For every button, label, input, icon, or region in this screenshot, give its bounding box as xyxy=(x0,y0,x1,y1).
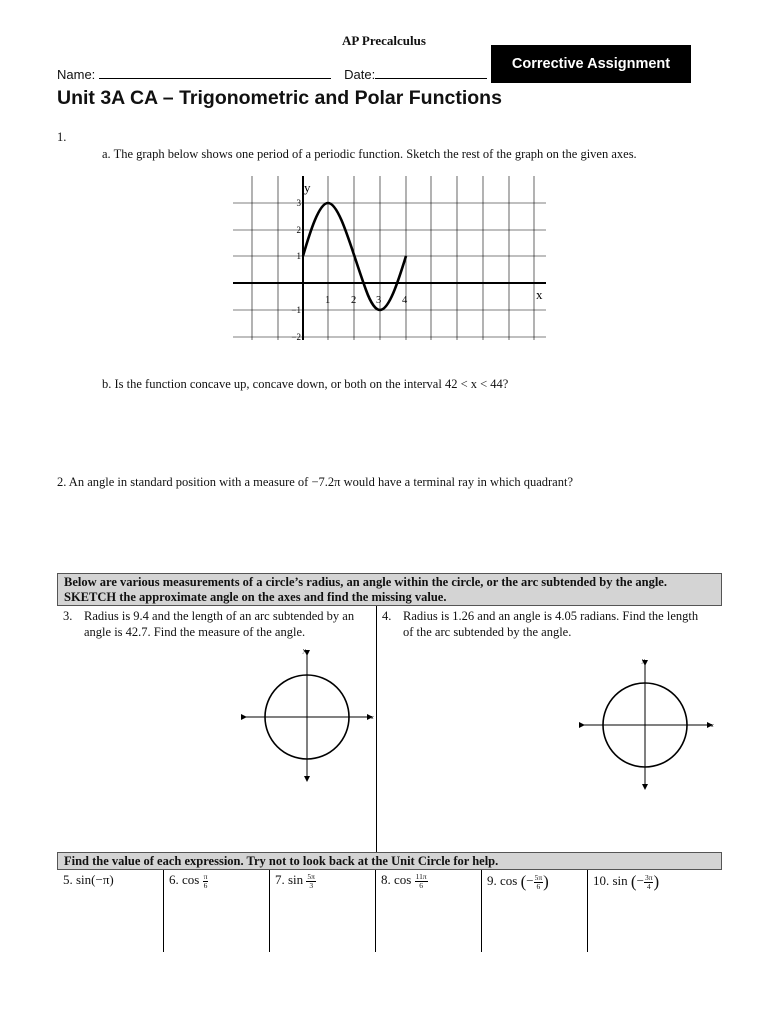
x-tick-1: 1 xyxy=(325,295,331,306)
arc-section-divider xyxy=(376,606,377,852)
name-label: Name: xyxy=(57,67,96,82)
corrective-assignment-badge: Corrective Assignment xyxy=(491,45,691,83)
x-tick-2: 2 xyxy=(351,295,357,306)
item-9-fraction xyxy=(534,874,544,891)
value-item-7 xyxy=(275,872,316,890)
item-8-denominator: 6 xyxy=(419,880,423,890)
page-title: Unit 3A CA – Trigonometric and Polar Functions xyxy=(57,87,502,109)
q3-text: Radius is 9.4 and the length of an arc subtended by an angle is 42.7. Find the measure of the angle. xyxy=(84,609,355,639)
q3-y-label: y xyxy=(303,648,306,654)
item-10-numerator: 3π xyxy=(644,872,653,882)
q1b-text: b. Is the function concave up, concave down, or both on the interval 42 < x < 44? xyxy=(102,377,509,391)
value-item-5 xyxy=(63,872,114,888)
item-6-denominator: 6 xyxy=(203,880,208,890)
q3-number: 3. xyxy=(63,609,73,623)
item-8-numerator: 11π xyxy=(415,871,427,881)
values-divider-5 xyxy=(587,870,588,952)
arc-section-header: Below are various measurements of a circle’s radius, an angle within the circle, or the arc subtended by the angle. SKETCH the approximate angle on the axes and find the missing value. xyxy=(57,573,722,606)
item-6-numerator: π xyxy=(203,871,208,881)
item-9-denominator: 6 xyxy=(536,881,541,891)
name-field[interactable] xyxy=(99,66,331,79)
item-7-fn: sin xyxy=(288,872,304,887)
value-item-8 xyxy=(381,872,428,890)
date-field[interactable] xyxy=(375,66,487,79)
x-axis-label: x xyxy=(536,287,543,302)
grid xyxy=(233,176,546,340)
item-6-fraction xyxy=(203,873,209,890)
item-10-number: 10. xyxy=(593,872,610,888)
y-tick-1: 1 xyxy=(296,251,301,261)
values-divider-4 xyxy=(481,870,482,952)
y-tick-3: 3 xyxy=(296,198,301,208)
item-7-fraction xyxy=(306,873,316,890)
x-tick-3: 3 xyxy=(376,295,382,306)
date-label: Date: xyxy=(344,67,376,82)
values-divider-2 xyxy=(269,870,270,952)
item-7-numerator: 5π xyxy=(307,871,315,881)
value-item-6 xyxy=(169,872,208,890)
values-divider-1 xyxy=(163,870,164,952)
q4-circle-axes[interactable] xyxy=(578,655,718,793)
q1a-text: a. The graph below shows one period of a periodic function. Sketch the rest of the graph on the given axes. xyxy=(102,147,637,161)
name-date-line xyxy=(57,66,487,82)
item-8-fraction xyxy=(415,873,428,890)
value-item-9: 9. cos (− $\frac{5\pi}{6}$ ) xyxy=(487,872,549,891)
q2-text: 2. An angle in standard position with a measure of −7.2π would have a terminal ray in which quadrant? xyxy=(57,475,574,489)
item-10-denominator: 4 xyxy=(646,881,651,891)
item-5-number: 5. xyxy=(63,872,73,887)
item-8-number: 8. xyxy=(381,872,391,887)
values-divider-3 xyxy=(375,870,376,952)
q4-number: 4. xyxy=(382,609,392,623)
item-9-number: 9. xyxy=(487,872,497,888)
item-6-number: 6. xyxy=(169,872,179,887)
q1-number: 1. xyxy=(57,130,67,144)
item-9-numerator: 5π xyxy=(534,872,543,882)
q1-graph[interactable] xyxy=(228,172,550,344)
item-7-denominator: 3 xyxy=(309,880,314,890)
y-tick-neg1: −1 xyxy=(291,305,301,315)
values-section-header: Find the value of each expression. Try not to look back at the Unit Circle for help. xyxy=(57,852,722,870)
item-5-expression: sin(−π) xyxy=(76,872,114,887)
y-tick-neg2: −2 xyxy=(291,332,301,342)
q4-text: Radius is 1.26 and an angle is 4.05 radians. Find the length of the arc subtended by the angle. xyxy=(403,609,699,639)
x-tick-4: 4 xyxy=(402,295,408,306)
item-8-fn: cos xyxy=(394,872,412,887)
y-tick-2: 2 xyxy=(296,225,301,235)
course-title: AP Precalculus xyxy=(342,33,426,48)
function-curve xyxy=(303,203,406,310)
q4-x-label: x xyxy=(711,723,714,729)
value-item-10: 10. sin (− $\frac{3\pi}{4}$ ) xyxy=(593,872,660,891)
item-10-fn: sin xyxy=(612,872,628,888)
q3-x-label: x xyxy=(371,715,374,721)
y-axis-label: y xyxy=(304,180,311,195)
item-9-fn: cos xyxy=(500,872,518,888)
q4-y-label: y xyxy=(642,658,645,664)
item-6-fn: cos xyxy=(182,872,200,887)
q3-circle-axes[interactable] xyxy=(240,645,376,783)
item-7-number: 7. xyxy=(275,872,285,887)
